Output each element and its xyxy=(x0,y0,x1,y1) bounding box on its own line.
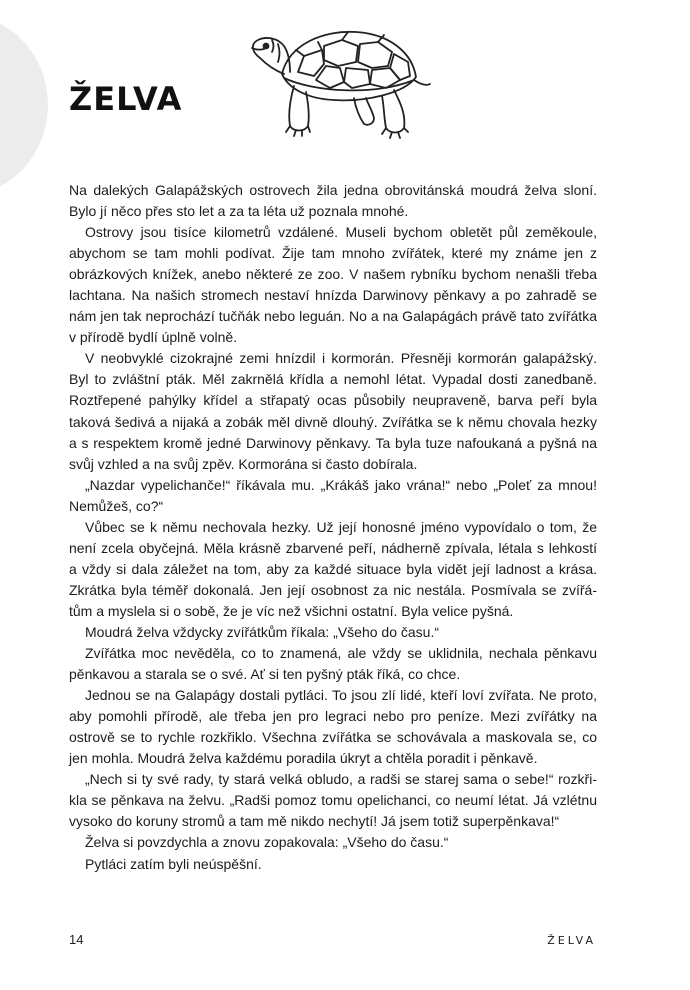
turtle-icon xyxy=(244,22,434,157)
paragraph: V neobvyklé cizokrajné zemi hnízdil i kormorán. Přesněji kormorán galapážský. Byl to zvláštní pták. Měl zakrnělá křídla a nemohl létat. Vypadal dosti zanedbaně. Roztřepené pahýlky křídel a střapatý ocas působily neupraveně, barva peří byla taková šedivá a nijaká a zobák měl divně dlouhý. Zvířátka se k němu chovala hezky a s respektem kromě jedné Darwinovy pěnkavy. Ta byla tuze nafoukaná a pyšná na svůj vzhled a na svůj zpěv. Kormorána si často dobírala. xyxy=(69,350,597,472)
paragraph: Na dalekých Galapážských ostrovech žila jedna obrovitánská moudrá želva sloní. Bylo jí něco přes sto let a za ta léta už poznala mnohé. xyxy=(69,182,597,220)
running-title: ŽELVA xyxy=(547,934,596,947)
paragraph: Vůbec se k němu nechovala hezky. Už její honosné jméno vypovídalo o tom, že není zcela obyčejná. Měla krásně zbarvené peří, nádherně zpívala, létala s lehkostí a vždy si dala záležet na tom, aby za každé situace byla vidět její ladnost a krása. Zkrátka byla téměř dokonalá. Jen její osobnost za nic nestála. Posmívala se zvířátům a myslela si o sobě, že je víc než všichni ostatní. Byla velice pyšná. xyxy=(69,518,597,619)
paragraph: „Nech si ty své rady, ty stará velká obludo, a radši se starej sama o sebe!“ rozkřikla se pěnkava na želvu. „Radši pomoz tomu opelichanci, co neumí létat. Já vzlétnu vysoko do koruny stromů a tam mě nikdo nechytí! Já jsem totiž superpěnkava!“ xyxy=(69,771,597,830)
page-number: 14 xyxy=(69,932,84,947)
paragraph: Pytláci zatím byli neúspěšní. xyxy=(85,855,262,872)
paragraph: „Nazdar vypelichanče!“ říkávala mu. „Krákáš jako vrána!“ nebo „Poleť za mnou! Nemůžeš, co?“ xyxy=(69,476,597,514)
paragraph: Moudrá želva vždycky zvířátkům říkala: „Všeho do času.“ xyxy=(85,623,440,640)
paragraph: Želva si povzdychla a znovu zopakovala: „Všeho do času.“ xyxy=(85,834,449,851)
paragraph: Zvířátka moc nevěděla, co to znamená, ale vždy se uklidnila, nechala pěnkavu pěnkavou a starala se o své. Ať si ten pyšný pták říká, co chce. xyxy=(69,645,597,683)
paragraph: Jednou se na Galapágy dostali pytláci. To jsou zlí lidé, kteří loví zvířata. Ne proto, aby pomohli přírodě, ale třeba jen pro legraci nebo pro peníze. Mezi zvířátky na ostrově se to rychle rozkřiklo. Všechna zvířátka se schovávala a maskovala se, co jen mohla. Moudrá želva každému poradila úkryt a chtěla poradit i pěnkavě. xyxy=(69,687,597,767)
story-text xyxy=(69,180,597,875)
paragraph: Ostrovy jsou tisíce kilometrů vzdálené. Museli bychom obletět půl zeměkoule, abychom se tam mohli podívat. Žije tam mnoho zvířátek, které my známe jen z obrázkových knížek, anebo některé ze zoo. V našem rybníku bychom nenašli třeba lachtana. Na našich stromech nestaví hnízda Darwinovy pěnkavy a po zahradě se nám jen tak neprochází tučňák nebo leguán. No a na Galapágách právě tato zvířátka v přírodě bydlí úplně volně. xyxy=(69,224,597,346)
decorative-circle xyxy=(0,15,48,195)
page-title: ŽELVA xyxy=(69,80,183,118)
